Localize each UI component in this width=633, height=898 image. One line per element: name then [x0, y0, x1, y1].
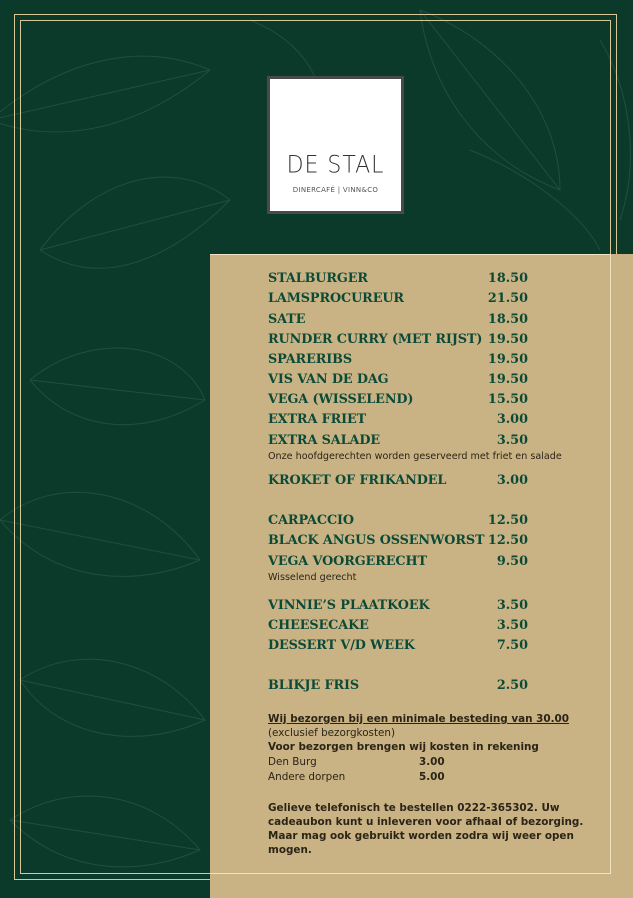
menu-item-price: 3.50 [496, 433, 528, 448]
menu-item-price: 7.50 [496, 638, 528, 653]
menu-item-name: EXTRA SALADE [268, 433, 380, 448]
menu-item-name: LAMSPROCUREUR [268, 291, 404, 306]
menu-item [268, 391, 528, 409]
menu-item-price: 3.00 [496, 473, 528, 488]
menu-item-name: CHEESECAKE [268, 618, 369, 633]
menu-item-name: VINNIE’S PLAATKOEK [268, 598, 430, 613]
menu-item-price: 18.50 [487, 271, 528, 286]
menu-item [268, 411, 528, 429]
menu-item [268, 351, 528, 369]
menu-item-name: BLACK ANGUS OSSENWORST [268, 533, 485, 548]
ordering-instructions [268, 801, 598, 857]
menu-item [268, 290, 528, 308]
ordering-line: mogen. [268, 844, 312, 856]
delivery-costs-heading: Voor bezorgen brengen wij kosten in rekening [268, 741, 539, 753]
menu-item [268, 553, 528, 571]
menu-item-price: 19.50 [487, 352, 528, 367]
menu-item-price: 19.50 [487, 372, 528, 387]
menu-item-name: CARPACCIO [268, 513, 354, 528]
menu-item-name: RUNDER CURRY (MET RIJST) [268, 332, 483, 347]
menu-item-price: 3.50 [496, 598, 528, 613]
menu-item [268, 532, 528, 550]
menu-item-price: 2.50 [496, 678, 528, 693]
delivery-exclusive-note: (exclusief bezorgkosten) [268, 727, 396, 739]
menu-item-price: 12.50 [487, 513, 528, 528]
menu-item [268, 371, 528, 389]
ordering-line: Maar mag ook gebruikt worden zodra wij weer open [268, 830, 574, 842]
menu-item-price: 3.00 [496, 412, 528, 427]
menu-item-price: 15.50 [487, 392, 528, 407]
menu-item-name: VEGA VOORGERECHT [268, 554, 427, 569]
ordering-line: Gelieve telefonisch te bestellen 0222-365302. Uw [268, 802, 560, 814]
menu-item-name: STALBURGER [268, 271, 368, 286]
menu-item-name: KROKET OF FRIKANDEL [268, 473, 447, 488]
menu-item-name: SPARERIBS [268, 352, 353, 367]
menu-item-price: 18.50 [487, 312, 528, 327]
menu-item-name: DESSERT V/D WEEK [268, 638, 415, 653]
delivery-town-price: 3.00 [419, 756, 445, 768]
menu-item [268, 512, 528, 530]
menu-item-name: VEGA (WISSELEND) [268, 392, 414, 407]
delivery-town-name: Den Burg [268, 756, 317, 768]
menu-item-price: 21.50 [487, 291, 528, 306]
menu-item [268, 637, 528, 655]
delivery-minimum: Wij bezorgen bij een minimale besteding van 30.00 [268, 713, 569, 725]
menu-item [268, 472, 528, 490]
starters-note: Wisselend gerecht [268, 572, 357, 583]
logo [267, 76, 404, 214]
menu-item [268, 331, 528, 349]
delivery-town-price: 5.00 [419, 771, 445, 783]
menu-item-name: BLIKJE FRIS [268, 678, 360, 693]
menu-item-name: VIS VAN DE DAG [268, 372, 389, 387]
menu-item [268, 311, 528, 329]
logo-name: DE STAL [286, 151, 385, 179]
ordering-line: cadeaubon kunt u inleveren voor afhaal of bezorging. [268, 816, 584, 828]
menu-item-name: SATE [268, 312, 306, 327]
menu-item-price: 3.50 [496, 618, 528, 633]
menu-item [268, 677, 528, 695]
menu-item [268, 432, 528, 450]
menu-item [268, 270, 528, 288]
menu-item-price: 19.50 [487, 332, 528, 347]
mains-note: Onze hoofdgerechten worden geserveerd met friet en salade [268, 451, 562, 462]
menu-item-name: EXTRA FRIET [268, 412, 367, 427]
menu-item [268, 597, 528, 615]
menu-item-price: 9.50 [496, 554, 528, 569]
menu-item-price: 12.50 [487, 533, 528, 548]
logo-tagline: DINERCAFÉ | VINN&CO [292, 186, 379, 194]
delivery-town-name: Andere dorpen [268, 771, 346, 783]
menu-item [268, 617, 528, 635]
